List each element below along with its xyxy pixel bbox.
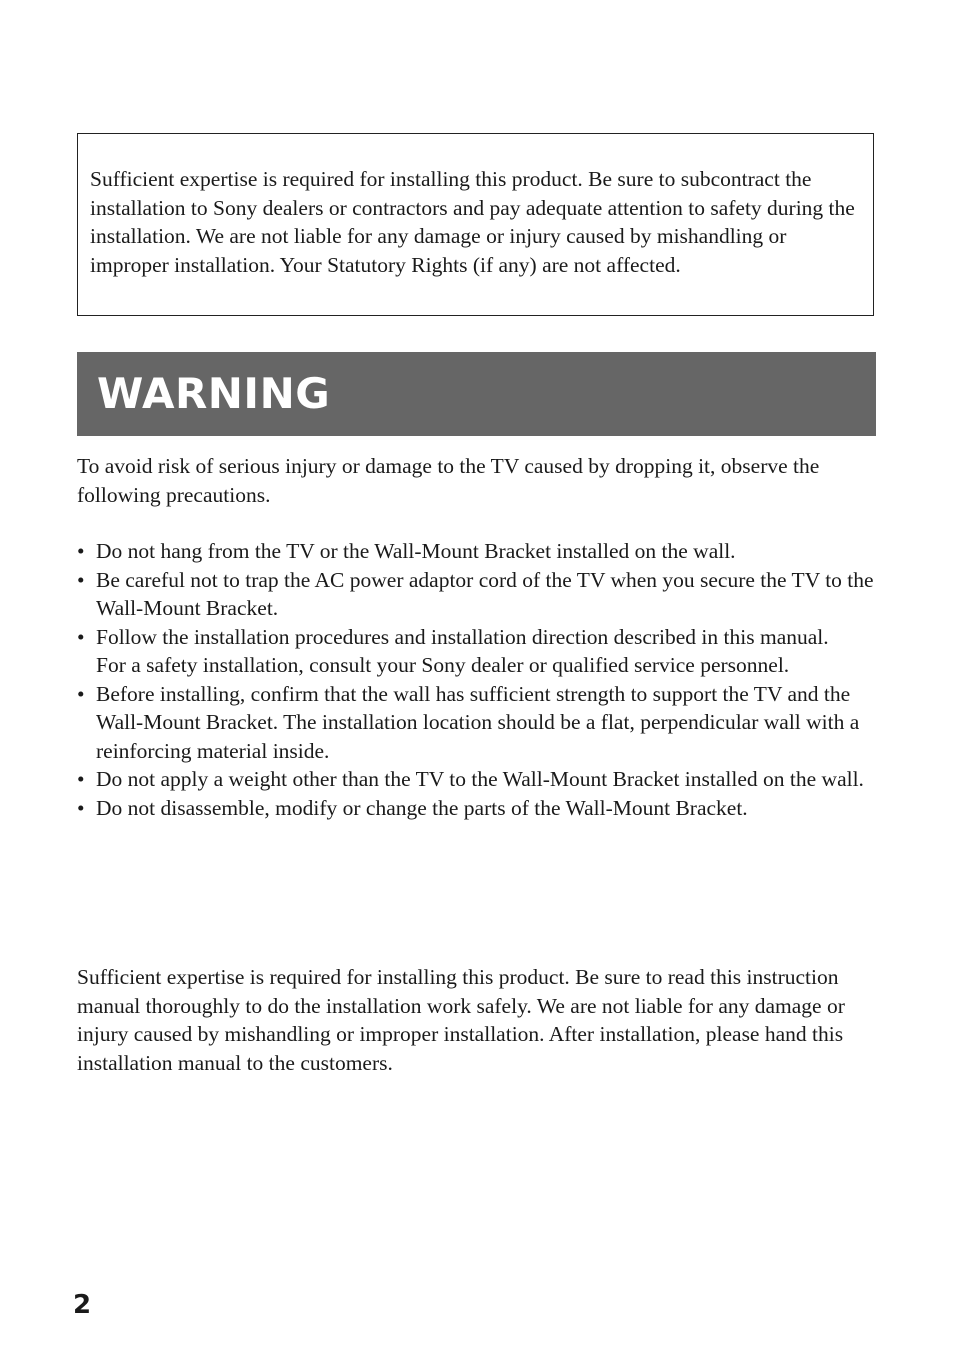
precaution-text: Do not apply a weight other than the TV to the Wall-Mount Bracket installed on the wall.: [96, 767, 864, 791]
page-number: 2: [73, 1290, 92, 1320]
bullet-icon: •: [77, 795, 85, 820]
precaution-text: Do not disassemble, modify or change the parts of the Wall-Mount Bracket.: [96, 795, 748, 820]
installer-notice-box: [77, 133, 874, 316]
precaution-item: [77, 765, 877, 794]
precaution-text: Follow the installation procedures and installation direction described in this manual.: [96, 624, 829, 649]
precautions-list: [77, 537, 877, 822]
bullet-icon: •: [77, 767, 85, 791]
installer-closing-note: Sufficient expertise is required for installing this product. Be sure to read this instruction manual thoroughly to do the installation work safely. We are not liable for any damage or injury caused by mishandling or improper installation. After installation, please hand this installation manual to the customers.: [77, 965, 845, 1075]
precaution-note: For a safety installation, consult your Sony dealer or qualified service personnel.: [96, 653, 790, 677]
bullet-icon: •: [77, 624, 85, 649]
precaution-item: [77, 794, 877, 823]
precaution-item: [77, 566, 877, 623]
precaution-item: [77, 623, 877, 680]
warning-title: WARNING: [97, 369, 331, 418]
precaution-item: [77, 537, 877, 566]
bullet-icon: •: [77, 567, 85, 592]
warning-intro: To avoid risk of serious injury or damage to the TV caused by dropping it, observe the following precautions.: [77, 454, 820, 507]
bullet-icon: •: [77, 539, 85, 563]
precaution-text: Before installing, confirm that the wall has sufficient strength to support the TV and the Wall-Mount Bracket. The installation location should be a flat, perpendicular wall with a reinforcing material inside.: [96, 681, 860, 763]
warning-banner: [77, 352, 876, 436]
precaution-text: Be careful not to trap the AC power adaptor cord of the TV when you secure the TV to the Wall-Mount Bracket.: [96, 567, 874, 620]
installer-notice-text: Sufficient expertise is required for installing this product. Be sure to subcontract the installation to Sony dealers or contractors and pay adequate attention to safety during the installation. We are not liable for any damage or injury caused by mishandling or improper installation. Your Statutory Rights (if any) are not affected.: [90, 167, 855, 277]
bullet-icon: •: [77, 681, 85, 706]
precaution-item: [77, 680, 877, 766]
precaution-text: Do not hang from the TV or the Wall-Mount Bracket installed on the wall.: [96, 539, 736, 563]
